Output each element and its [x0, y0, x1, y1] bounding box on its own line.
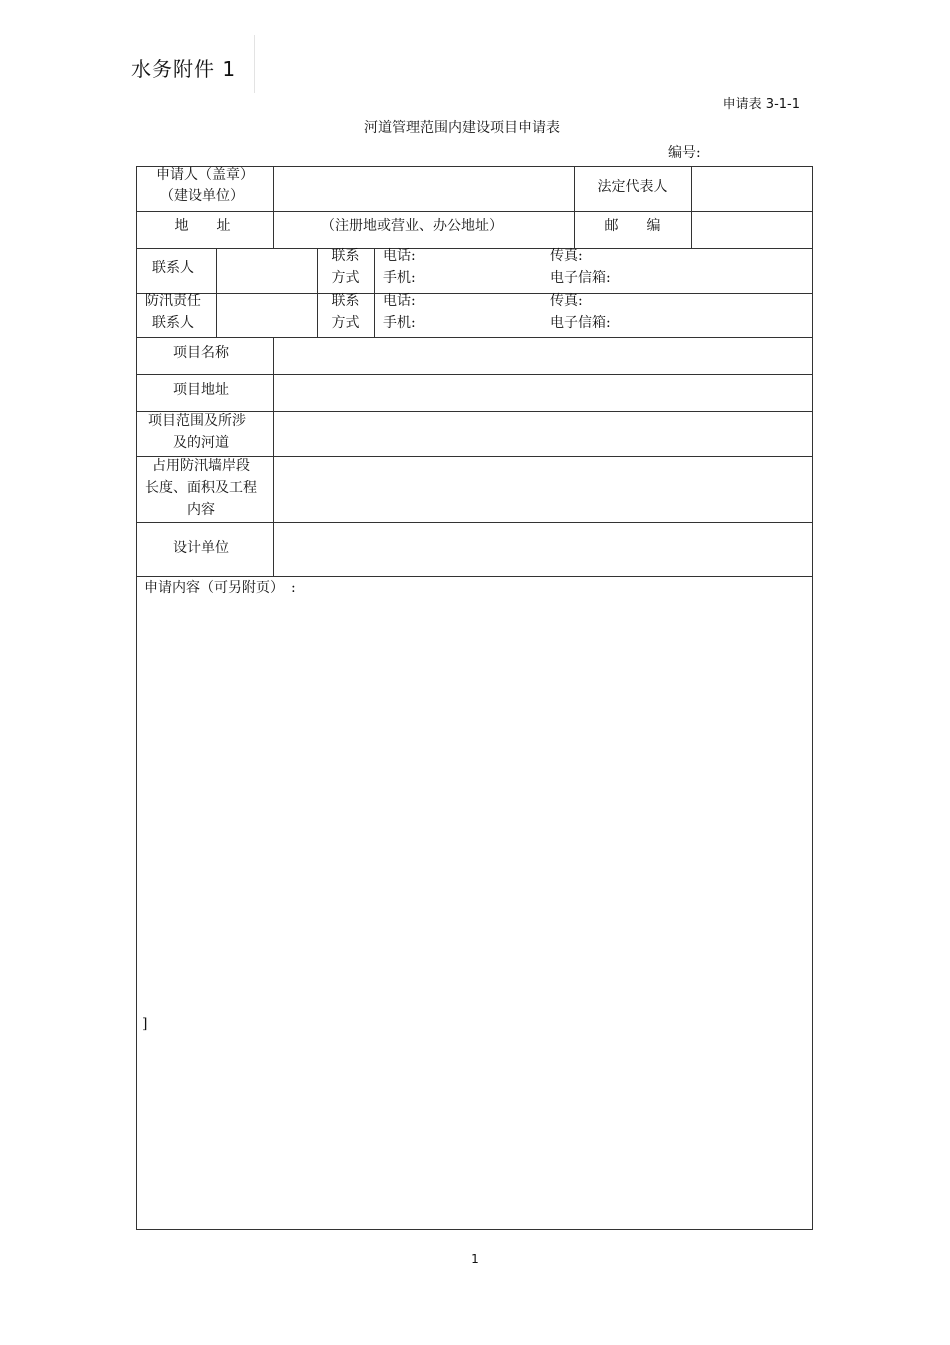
application-form-table [136, 166, 813, 1230]
flood-contact-label: 联系人 [152, 315, 194, 331]
applicant-label: 申请人（盖章） [156, 167, 254, 183]
col-divider [273, 167, 274, 249]
divider [254, 35, 255, 93]
row-divider [137, 374, 812, 375]
col-divider [691, 167, 692, 249]
address-label: 地 址 [174, 218, 231, 234]
contact-method-label: 联系 [331, 293, 360, 309]
project-address-label: 项目地址 [173, 382, 229, 398]
page-number: 1 [471, 1252, 479, 1266]
design-unit-label: 设计单位 [173, 540, 229, 556]
row-divider [137, 522, 812, 523]
col-divider [216, 248, 217, 338]
email-label: 电子信箱: [550, 270, 611, 286]
occupy-label: 内容 [187, 502, 215, 518]
contact-method-label: 联系 [331, 248, 360, 264]
row-divider [137, 293, 812, 294]
phone-label: 电话: [383, 293, 416, 309]
contact-method-label: 方式 [331, 270, 360, 286]
email-label: 电子信箱: [550, 315, 611, 331]
col-divider [273, 337, 274, 577]
project-scope-sublabel: 及的河道 [173, 435, 229, 451]
form-number: 申请表 3-1-1 [722, 97, 800, 112]
address-hint: （注册地或营业、办公地址） [321, 218, 503, 234]
row-divider [137, 337, 812, 338]
application-content-label: 申请内容（可另附页） : [144, 580, 296, 596]
bracket-mark: ] [142, 1016, 148, 1032]
row-divider [137, 211, 812, 212]
contact-label: 联系人 [152, 260, 194, 276]
fax-label: 传真: [550, 293, 583, 309]
flood-contact-label: 防汛责任 [145, 293, 201, 309]
occupy-label: 长度、面积及工程 [145, 480, 257, 496]
occupy-label: 占用防汛墙岸段 [152, 458, 250, 474]
project-scope-label: 项目范围及所涉 [148, 413, 246, 429]
legal-rep-label: 法定代表人 [597, 179, 668, 195]
postcode-label: 邮 编 [604, 218, 661, 234]
applicant-sublabel: （建设单位） [160, 188, 244, 204]
row-divider [137, 248, 812, 249]
contact-method-label: 方式 [331, 315, 360, 331]
phone-label: 电话: [383, 248, 416, 264]
fax-label: 传真: [550, 248, 583, 264]
project-name-label: 项目名称 [173, 345, 229, 361]
form-title: 河道管理范围内建设项目申请表 [364, 120, 560, 136]
mobile-label: 手机: [383, 270, 416, 286]
mobile-label: 手机: [383, 315, 416, 331]
attachment-label: 水务附件 1 [131, 57, 237, 81]
col-divider [374, 248, 375, 338]
serial-label: 编号: [668, 145, 701, 161]
